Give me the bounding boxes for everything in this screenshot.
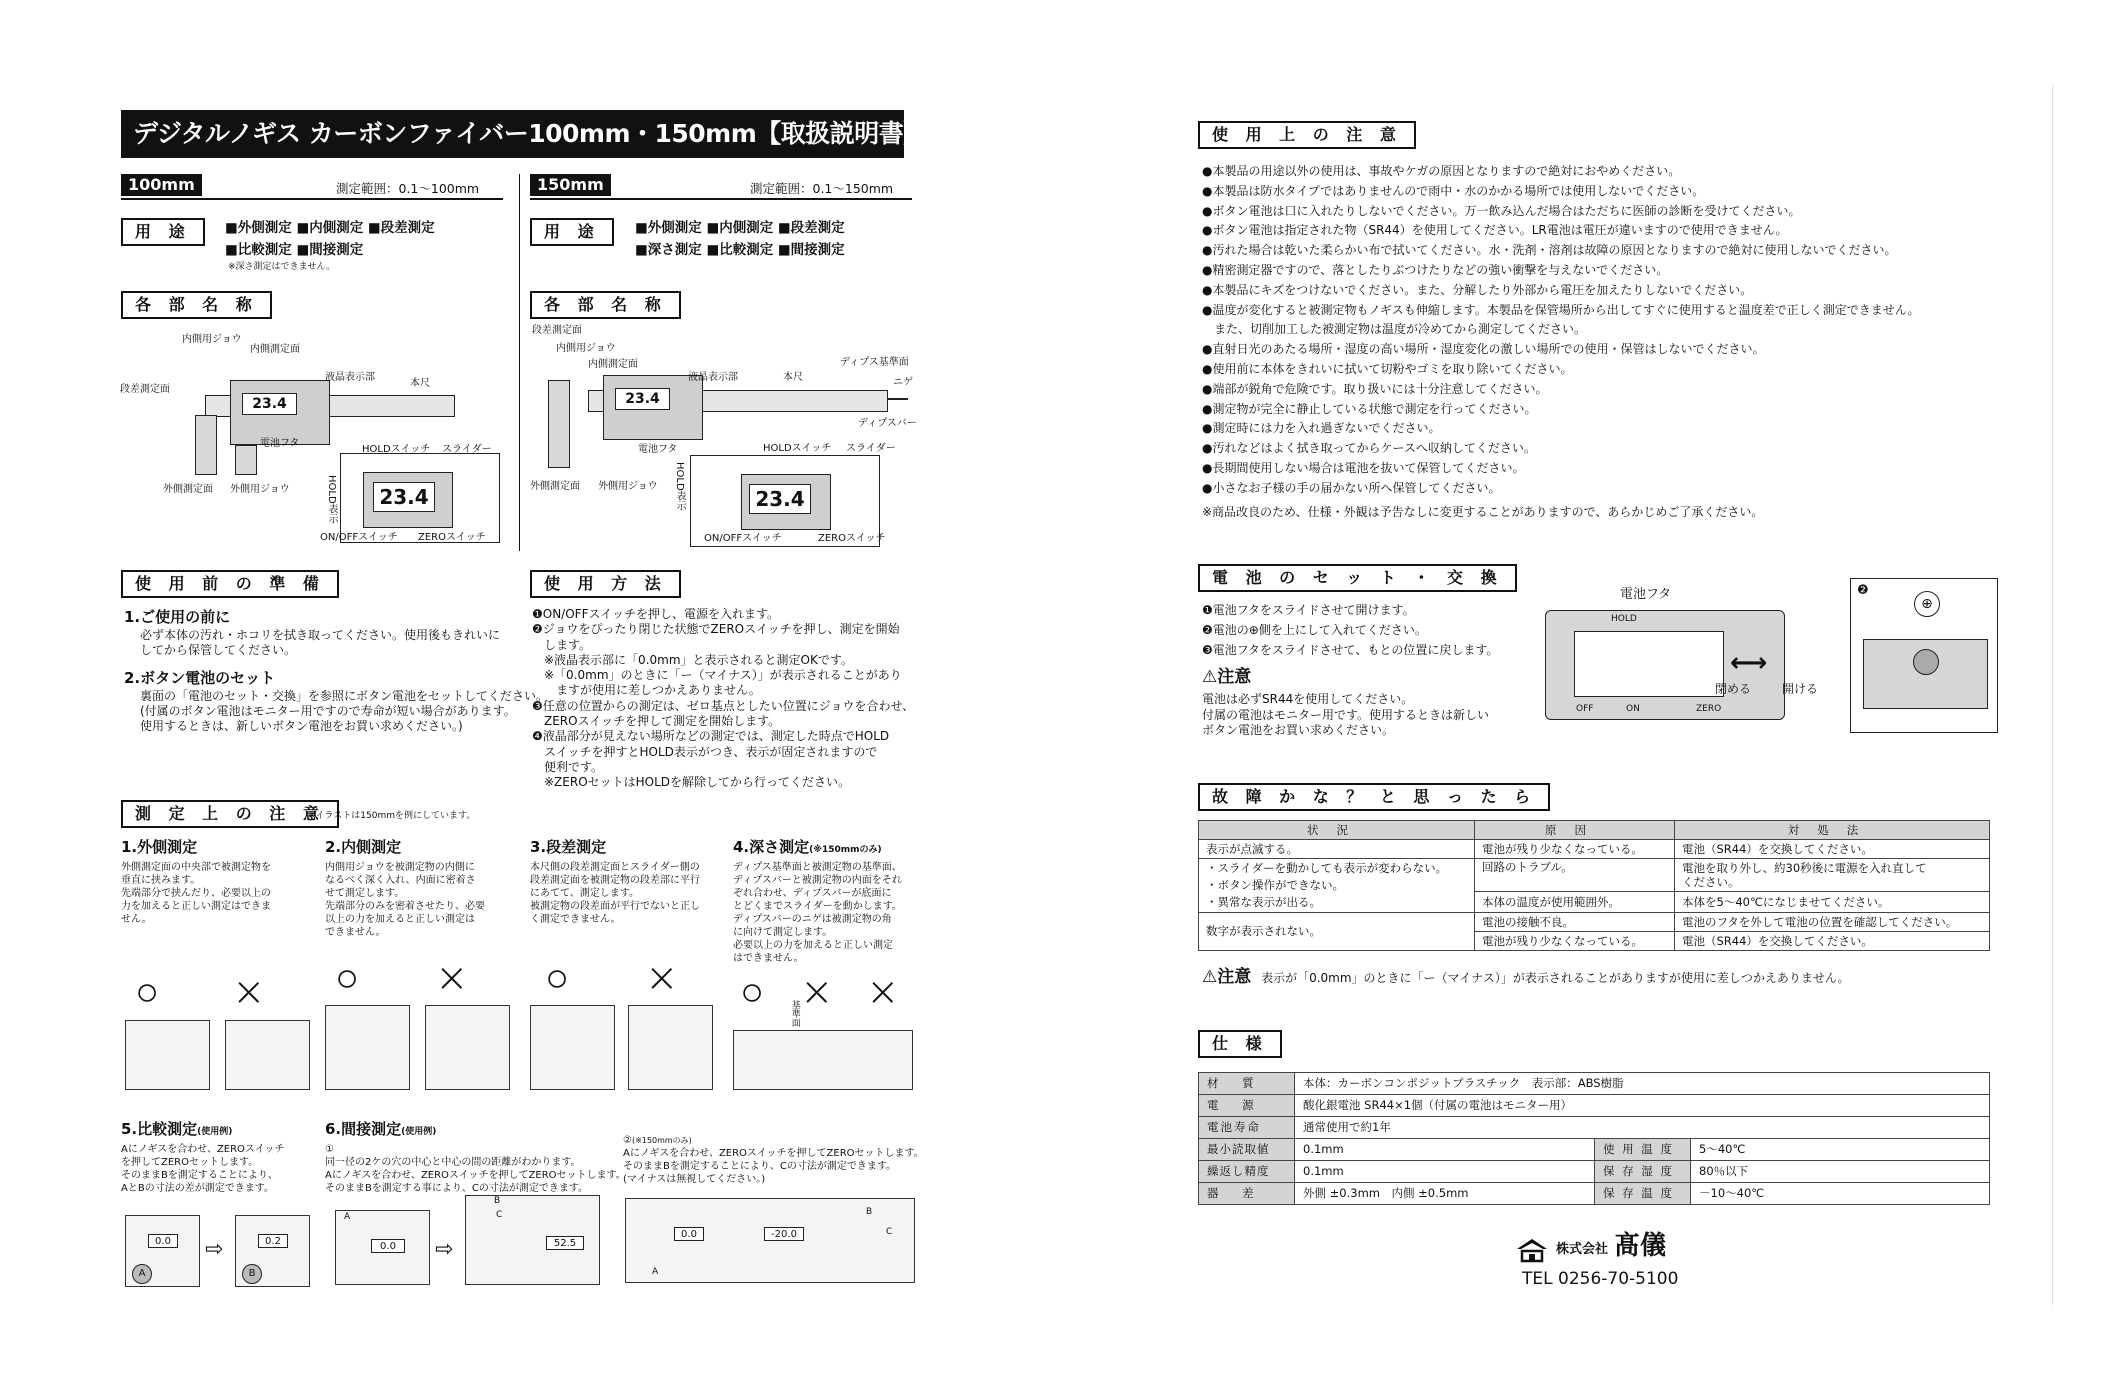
battery-plus-icon: ⊕	[1914, 591, 1940, 617]
usage-heading-100: 用 途	[121, 218, 205, 246]
caution-item: ●測定物が完全に静止している状態で測定を行ってください。	[1202, 401, 1537, 416]
label-a: A	[344, 1212, 351, 1222]
label-step-face: 段差測定面	[532, 325, 582, 336]
fig-inner-ng	[425, 1005, 510, 1090]
caution-item: ●本製品の用途以外の使用は、事故やケガの原因となりますので絶対におやめください。	[1202, 164, 1681, 178]
cell: 回路のトラブル。	[1475, 859, 1675, 892]
col-remedy: 対処法	[1675, 821, 1990, 840]
lcd: 0.2	[258, 1234, 288, 1248]
company-name: 髙儀	[1614, 1231, 1667, 1261]
battery-heading: 電 池 の セ ッ ト ・ 交 換	[1198, 564, 1517, 592]
ok-mark-icon: ○	[545, 955, 570, 1001]
m6-num2-note: (※150mmのみ)	[631, 1136, 692, 1145]
m1-title: 1.外側測定	[121, 838, 198, 856]
spec-label: 最小読取値	[1199, 1139, 1295, 1161]
label-zero: ZERO	[1696, 704, 1722, 714]
slide-arrow-icon: ⟷	[1730, 648, 1768, 678]
warning-icon: ⚠	[1202, 967, 1218, 987]
m5-text	[121, 1143, 285, 1195]
spec-label: 電池寿命	[1199, 1117, 1295, 1139]
cell-line: 電池を取り外し、約30秒後に電源を入れ直して	[1682, 861, 1927, 876]
cell-line: ・ボタン操作ができない。	[1206, 878, 1344, 892]
howto-heading: 使 用 方 法	[530, 570, 681, 598]
m6-line: 同一径の2ケの穴の中心と中心の間の距離がわかります。	[325, 1156, 581, 1168]
m1-line: 垂直に挟みます。	[121, 874, 201, 886]
label-open: 開ける	[1782, 682, 1819, 696]
label-hold: HOLD	[1611, 614, 1637, 624]
document-title: デジタルノギス カーボンファイバー100mm・150mm【取扱説明書】	[121, 110, 904, 158]
label-lid: 電池フタ	[638, 444, 678, 455]
m2-text	[325, 861, 515, 939]
howto-line: ZEROスイッチを押して測定を開始します。	[532, 714, 781, 729]
cell: 電池が残り少なくなっている。	[1475, 840, 1675, 859]
label-outer-face: 外側測定面	[530, 481, 580, 492]
m2-title: 2.内側測定	[325, 838, 402, 856]
m1-line: せん。	[121, 913, 152, 925]
label-dipstick-face: ディプス基準面	[840, 357, 909, 368]
m4-line: ぞれ合わせ、ディプスバーが底面に	[733, 887, 892, 899]
label-hold-switch: HOLDスイッチ	[362, 444, 431, 455]
parts-100-diagram	[120, 325, 510, 555]
m4-line: 必要以上の力を加えると正しい測定	[733, 939, 893, 951]
spec-label: 電 源	[1199, 1095, 1295, 1117]
caution-item: ●ボタン電池は口に入れたりしないでください。万一飲み込んだ場合はただちに医師の診断を受けてください。	[1202, 203, 1801, 218]
howto-line: ❹液晶部分が見えない場所などの測定では、測定した時点でHOLD	[532, 729, 890, 744]
prep1-title: 1.ご使用の前に	[124, 608, 231, 626]
label-step-face: 段差測定面	[120, 384, 170, 395]
m4-title-note: (※150mmのみ)	[809, 845, 882, 855]
spec-value: 0.1mm	[1295, 1161, 1595, 1183]
label-onoff: ON/OFFスイッチ	[704, 533, 782, 544]
lcd: 52.5	[546, 1236, 584, 1250]
label-onoff: ON/OFFスイッチ	[320, 532, 398, 543]
label-a: A	[652, 1267, 659, 1277]
usage-100-line2: ■比較測定 ■間接測定	[225, 242, 364, 258]
label-dipstick: ディプスバー	[858, 418, 917, 429]
usage-150-line1: ■外側測定 ■内側測定 ■段差測定	[635, 220, 845, 236]
m5-line: Aにノギスを合わせ、ZEROスイッチ	[121, 1143, 285, 1155]
parts-heading-150: 各 部 名 称	[530, 291, 681, 319]
button-battery-icon	[1913, 649, 1939, 675]
warn-label: 注意	[1217, 667, 1252, 687]
inset-lcd: 23.4	[749, 484, 811, 514]
trouble-heading: 故 障 か な ？ と 思 っ た ら	[1198, 783, 1550, 811]
caution-item: ●精密測定器ですので、落としたりぶつけたりなどの強い衝撃を与えないでください。	[1202, 262, 1669, 277]
divider	[121, 198, 503, 200]
m3-block	[530, 838, 720, 926]
spec-label: 繰返し精度	[1199, 1161, 1295, 1183]
howto-list	[532, 607, 914, 791]
m2-line: 以上の力を加えると正しい測定は	[325, 913, 475, 925]
company-logo-icon	[1515, 1237, 1549, 1263]
caution-item: ●汚れた場合は乾いた柔らかい布で拭いてください。水・洗剤・溶剤は故障の原因となりますので絶対に使用しないでください。	[1202, 243, 1897, 258]
m5-title-note: (使用例)	[197, 1127, 233, 1137]
cell-line: ・スライダーを動かしても表示が変わらない。	[1206, 861, 1448, 875]
usage-100-note: ※深さ測定はできません。	[228, 262, 336, 272]
m2-line: 先端部分のみを密着させたり、必要	[325, 900, 485, 912]
lcd: 0.0	[148, 1234, 178, 1248]
cell: 電池が残り少なくなっている。	[1475, 932, 1675, 951]
battery-step: ❶電池フタをスライドさせて開けます。	[1202, 603, 1415, 617]
m6-line: (マイナスは無視してください。)	[623, 1174, 766, 1185]
label-c: C	[886, 1227, 893, 1237]
prep2-line: 裏面の「電池のセット・交換」を参照にボタン電池をセットしてください。	[140, 689, 549, 703]
battery-warn-line: ボタン電池をお買い求めください。	[1202, 723, 1395, 737]
howto-line: ※「0.0mm」のときに「ー（マイナス）」が表示されることがあり	[532, 668, 902, 683]
page-edge	[2052, 85, 2053, 1305]
m1-line: 先端部分で挟んだり、必要以上の	[121, 887, 271, 899]
howto-line: ますが使用に差しつかえありません。	[532, 683, 761, 698]
fig-inner-ok	[325, 1005, 410, 1090]
label-main-scale: 本尺	[783, 372, 803, 383]
m3-text	[530, 861, 720, 926]
spec-value: 0.1mm	[1295, 1139, 1595, 1161]
battery-warn-title	[1202, 666, 1251, 688]
fig-indirect-a	[335, 1210, 430, 1285]
prep2-line: (付属のボタン電池はモニター用ですので寿命が短い場合があります。	[140, 704, 516, 718]
cell: 電池の接触不良。	[1475, 913, 1675, 932]
howto-line: ❷ジョウをぴったり閉じた状態でZEROスイッチを押し、測定を開始	[532, 622, 900, 637]
label-zero: ZEROスイッチ	[818, 533, 886, 544]
m1-line: 力を加えると正しい測定はできま	[121, 900, 271, 912]
label-b: B	[866, 1207, 873, 1217]
caution-item: ●本製品にキズをつけないでください。また、分解したり外部から電圧を加えたりしないでください。	[1202, 282, 1753, 297]
m3-line: 本尺側の段差測定面とスライダー側の	[530, 861, 700, 873]
ng-mark-icon: ×	[866, 969, 900, 1015]
dipstick-bar	[888, 398, 908, 400]
spec-label: 材 質	[1199, 1073, 1295, 1095]
spec-value: 酸化銀電池 SR44×1個（付属の電池はモニター用）	[1295, 1095, 1990, 1117]
fig-compare-b	[235, 1215, 310, 1287]
spec-table	[1198, 1072, 1990, 1205]
cell	[1675, 859, 1990, 892]
m4-line: ディプス基準面と被測定物の基準面、	[733, 861, 902, 873]
label-kijun: 基準面	[789, 1000, 800, 1027]
label-main-scale: 本尺	[410, 378, 430, 389]
battery-steps	[1202, 600, 1498, 660]
inset-lcd: 23.4	[373, 482, 435, 512]
m3-line: 段差測定面を被測定物の段差部に平行	[530, 874, 700, 886]
m4-title: 4.深さ測定	[733, 838, 810, 856]
usage-150-line2: ■深さ測定 ■比較測定 ■間接測定	[635, 242, 845, 258]
prep2-line: 使用するときは、新しいボタン電池をお買い求めください。)	[140, 719, 463, 733]
lcd-display: 23.4	[242, 393, 297, 415]
m6-line: Aにノギスを合わせ、ZEROスイッチを押してZEROセットします。	[623, 1148, 924, 1159]
spec-value: 5～40℃	[1691, 1139, 1990, 1161]
label-hold-switch: HOLDスイッチ	[763, 443, 832, 454]
ok-mark-icon: ○	[135, 969, 160, 1015]
spec-label: 器 差	[1199, 1183, 1295, 1205]
model-100-tag: 100mm	[121, 174, 202, 196]
cell: 電池のフタを外して電池の位置を確認してください。	[1675, 913, 1990, 932]
parts-150-diagram	[528, 320, 917, 555]
label-lid: 電池フタ	[260, 438, 300, 449]
howto-line: ※液晶表示部に「0.0mm」と表示されると測定OKです。	[532, 652, 853, 667]
cell: 本体を5～40℃になじませてください。	[1675, 892, 1990, 913]
spec-label: 保 存 湿 度	[1595, 1161, 1691, 1183]
m3-line: にあてて、測定します。	[530, 887, 639, 899]
prep-heading: 使 用 前 の 準 備	[121, 570, 339, 598]
label-outer-face: 外側測定面	[163, 484, 213, 495]
label-outer-jaw: 外側用ジョウ	[598, 481, 658, 492]
m4-block	[733, 838, 923, 965]
measurement-heading: 測 定 上 の 注 意	[121, 800, 339, 828]
prep2-title: 2.ボタン電池のセット	[124, 669, 276, 687]
spec-value: 通常使用で約1年	[1295, 1117, 1990, 1139]
m3-line: 被測定物の段差面が平行でないと正し	[530, 900, 700, 912]
m4-line: ディプスバーと被測定物の内面をそれ	[733, 874, 902, 886]
caution-item: ●直射日光のあたる場所・湿度の高い場所・湿度変化の激しい場所での使用・保管はしないでください。	[1202, 342, 1765, 357]
label-inner-face: 内側測定面	[250, 344, 300, 355]
spec-value: －10～40℃	[1691, 1183, 1990, 1205]
label-lcd: 液晶表示部	[688, 372, 738, 383]
ok-mark-icon: ○	[335, 955, 360, 1001]
fig-indirect-depth	[625, 1198, 915, 1283]
cell: 表示が点滅する。	[1199, 840, 1475, 859]
company-prefix: 株式会社	[1556, 1242, 1609, 1257]
label-slider: スライダー	[442, 444, 492, 455]
howto-line: 便利です。	[532, 759, 604, 774]
m5-line: AとBの寸法の差が測定できます。	[121, 1182, 274, 1194]
m6-line: ①	[325, 1143, 334, 1155]
ng-mark-icon: ×	[645, 955, 679, 1001]
label-b: B	[494, 1196, 501, 1206]
ng-mark-icon: ×	[232, 969, 266, 1015]
m4-text	[733, 861, 923, 965]
m6-line: Aにノギスを合わせ、ZEROスイッチを押してZEROセットします。	[325, 1169, 626, 1181]
caution-list	[1202, 162, 1920, 499]
lcd: 0.0	[674, 1227, 704, 1241]
trouble-warn-text: 表示が「0.0mm」のときに「ー（マイナス）」が表示されることがありますが使用に差しつかえありません。	[1261, 971, 1850, 985]
m6-num2: ②	[623, 1135, 632, 1146]
arrow-right-icon: ⇨	[435, 1237, 454, 1262]
m2-line: なるべく深く入れ、内面に密着さ	[325, 874, 476, 886]
model-150-range: 測定範囲：0.1～150mm	[750, 181, 894, 196]
m6-title-note: (使用例)	[401, 1127, 437, 1137]
m6-line: そのままBを測定することにより、Cの寸法が測定できます。	[623, 1161, 897, 1172]
caution-item: ●端部が鋭角で危険です。取り扱いには十分注意してください。	[1202, 381, 1548, 396]
battery-step: ❷電池の⊕側を上にして入れてください。	[1202, 623, 1427, 637]
m1-block	[121, 838, 311, 926]
m5-block	[121, 1120, 285, 1195]
label-inner-jaw: 内側用ジョウ	[556, 343, 616, 354]
caution-note: ※商品改良のため、仕様・外観は予告なしに変更することがありますので、あらかじめご了承ください。	[1202, 505, 1764, 519]
usage-heading-150: 用 途	[530, 218, 614, 246]
label-on: ON	[1626, 704, 1640, 714]
outer-jaw	[548, 380, 570, 468]
spec-label: 使 用 温 度	[1595, 1139, 1691, 1161]
label-slider: スライダー	[846, 443, 896, 454]
battery-warn-text	[1202, 692, 1489, 739]
m5-line: を押してZEROセットします。	[121, 1156, 259, 1168]
model-100-range: 測定範囲：0.1～100mm	[336, 181, 480, 196]
howto-line: ❶ON/OFFスイッチを押し、電源を入れます。	[532, 607, 780, 621]
measurement-note: ※イラストは150mmを例にしています。	[308, 811, 476, 821]
outer-jaw	[195, 415, 217, 475]
caution-item: ●使用前に本体をきれいに拭いて切粉やゴミを取り除いてください。	[1202, 361, 1573, 376]
spec-heading: 仕 様	[1198, 1030, 1282, 1058]
detail-inset	[340, 453, 500, 543]
cell: 電池（SR44）を交換してください。	[1675, 840, 1990, 859]
parts-heading-100: 各 部 名 称	[121, 291, 272, 319]
ng-mark-icon: ×	[435, 955, 469, 1001]
label-hold-display: HOLD表示	[674, 462, 685, 511]
m6-title: 6.間接測定	[325, 1120, 402, 1138]
m5-title: 5.比較測定	[121, 1120, 198, 1138]
caution-item: ●測定時には力を入れ過ぎないでください。	[1202, 421, 1441, 436]
m4-line: はできません。	[733, 952, 804, 964]
label-outer-jaw: 外側用ジョウ	[230, 484, 290, 495]
spec-value: 80％以下	[1691, 1161, 1990, 1183]
usage-100-line1: ■外側測定 ■内側測定 ■段差測定	[225, 220, 435, 236]
caution-item: ●温度が変化すると被測定物もノギスも伸縮します。本製品を保管場所から出してすぐに使用すると温度差で正しく測定できません。	[1202, 302, 1920, 317]
fig-compare-a	[125, 1215, 200, 1287]
prep1-text	[140, 628, 500, 658]
warn-label: 注意	[1217, 967, 1252, 987]
label-off: OFF	[1576, 704, 1594, 714]
caution-heading: 使 用 上 の 注 意	[1198, 121, 1416, 149]
warning-icon: ⚠	[1202, 667, 1218, 687]
trouble-warn	[1202, 966, 1850, 988]
ng-mark-icon: ×	[800, 969, 834, 1015]
m6-block	[325, 1120, 626, 1195]
fig-step-ok	[530, 1005, 615, 1090]
cell-line: ・異常な表示が出る。	[1206, 895, 1321, 909]
battery-warn-line: 付属の電池はモニター用です。使用するときは新しい	[1202, 707, 1490, 722]
prep1-line: してから保管してください。	[140, 643, 297, 657]
cell	[1199, 859, 1475, 913]
company-logo-icon	[1515, 1237, 1549, 1263]
battery-diagram	[1520, 575, 2000, 737]
cell: 数字が表示されない。	[1199, 913, 1475, 951]
col-cause: 原因	[1475, 821, 1675, 840]
spec-label: 保 存 温 度	[1595, 1183, 1691, 1205]
label-lcd: 液晶表示部	[325, 372, 375, 383]
fig-depth	[733, 1030, 913, 1090]
arrow-right-icon: ⇨	[205, 1237, 224, 1262]
fig-outer-ng	[225, 1020, 310, 1090]
label-close: 閉める	[1715, 682, 1752, 696]
m6-text	[325, 1143, 626, 1195]
col-situation: 状況	[1199, 821, 1475, 840]
column-divider	[519, 174, 520, 551]
m6-text2	[623, 1134, 924, 1186]
label-inner-jaw: 内側用ジョウ	[182, 334, 242, 345]
fig-step-ng	[628, 1005, 713, 1090]
m4-line: ディプスバーのニゲは被測定物の角	[733, 913, 892, 925]
ok-mark-icon: ○	[740, 969, 765, 1015]
howto-line: ❸任意の位置からの測定は、ゼロ基点としたい位置にジョウを合わせ、	[532, 698, 915, 713]
m2-line: できません。	[325, 926, 386, 938]
cell: 電池（SR44）を交換してください。	[1675, 932, 1990, 951]
prep2-text	[140, 689, 548, 734]
m4-line: に向けて測定します。	[733, 926, 833, 938]
battery-warn-line: 電池は必ずSR44を使用してください。	[1202, 692, 1414, 706]
m4-line: とどくまでスライダーを動かします。	[733, 900, 902, 912]
company-tel: TEL 0256-70-5100	[1522, 1269, 1679, 1289]
caution-item: ●長期間使用しない場合は電池を抜いて保管してください。	[1202, 460, 1525, 475]
divider	[530, 198, 912, 200]
m1-line: 外側測定面の中央部で被測定物を	[121, 861, 271, 873]
m2-line: せて測定します。	[325, 887, 405, 899]
howto-line: スイッチを押すとHOLD表示がつき、表示が固定されますので	[532, 744, 878, 759]
label-nige: ニゲ	[893, 377, 913, 388]
spec-value: 本体：カーボンコンポジットプラスチック 表示部：ABS樹脂	[1295, 1073, 1990, 1095]
lcd-display: 23.4	[615, 388, 670, 410]
battery-inset	[1850, 578, 1998, 733]
lcd-window	[1574, 631, 1724, 697]
caution-item: ●本製品は防水タイプではありませんので雨中・水のかかる場所では使用しないでください。	[1202, 183, 1705, 198]
lcd: -20.0	[764, 1227, 804, 1241]
label-c: C	[496, 1210, 503, 1220]
fig-outer-ok	[125, 1020, 210, 1090]
trouble-table	[1198, 820, 1990, 951]
cell-line: ください。	[1682, 875, 1740, 890]
lcd: 0.0	[371, 1239, 405, 1253]
model-150-tag: 150mm	[530, 174, 611, 196]
prep1-line: 必ず本体の汚れ・ホコリを拭き取ってください。使用後もきれいに	[140, 628, 501, 642]
caution-item: また、切削加工した被測定物は温度が冷めてから測定してください。	[1202, 322, 1587, 337]
part-b: B	[242, 1264, 262, 1284]
caution-item: ●小さなお子様の手の届かない所へ保管してください。	[1202, 480, 1501, 495]
m2-line: 内側用ジョウを被測定物の内側に	[325, 861, 475, 873]
caution-item: ●ボタン電池は指定された物（SR44）を使用してください。LR電池は電圧が違いますので使用できません。	[1202, 223, 1788, 238]
m6-line: そのままBを測定する事により、Cの寸法が測定できます。	[325, 1182, 589, 1194]
label-lid: 電池フタ	[1620, 587, 1672, 602]
m2-block	[325, 838, 515, 939]
outer-jaw-slider	[235, 445, 257, 475]
m1-text	[121, 861, 311, 926]
m5-line: そのままBを測定することにより、	[121, 1169, 278, 1181]
caution-item: ●汚れなどはよく拭き取ってからケースへ収納してください。	[1202, 441, 1536, 456]
howto-line: します。	[532, 637, 592, 652]
m3-title: 3.段差測定	[530, 838, 607, 856]
label-hold-display: HOLD表示	[326, 475, 337, 524]
m3-line: く測定できません。	[530, 913, 621, 925]
part-a: A	[132, 1264, 152, 1284]
spec-value: 外側 ±0.3mm 内側 ±0.5mm	[1295, 1183, 1595, 1205]
howto-line: ※ZEROセットはHOLDを解除してから行ってください。	[532, 775, 851, 790]
battery-step: ❸電池フタをスライドさせて、もとの位置に戻します。	[1202, 643, 1499, 657]
label-inner-face: 内側測定面	[588, 359, 638, 370]
step-2-icon: ❷	[1857, 583, 1869, 598]
fig-indirect-b	[465, 1195, 600, 1285]
cell: 本体の温度が使用範囲外。	[1475, 892, 1675, 913]
label-zero: ZEROスイッチ	[418, 532, 486, 543]
